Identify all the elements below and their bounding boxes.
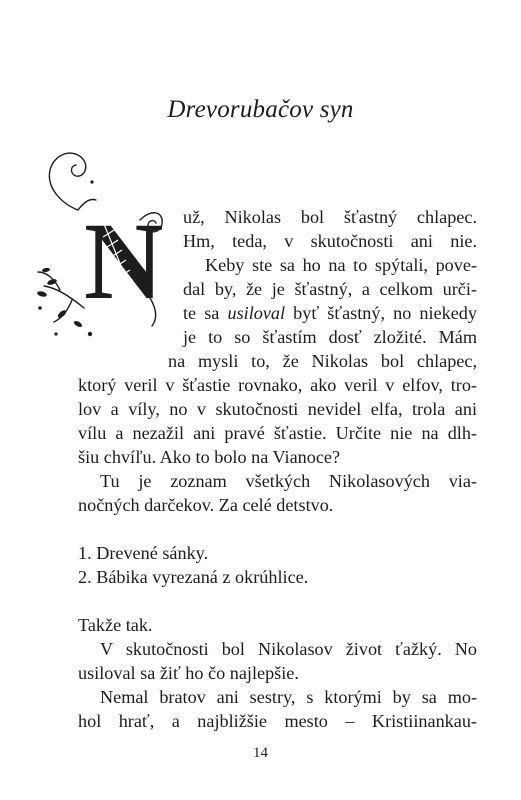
text-line: už, Nikolas bol šťastný chlapec. [183,207,477,227]
text-line: je to so šťastím dosť zložité. Mám [183,327,477,347]
text-line: lov a víly, no v skutočnosti nevidel elfa, trola ani [78,399,477,419]
text-line: Hm, teda, v skutočnosti ani nie. [183,231,477,251]
text-line: Takže tak. [78,615,153,635]
text-line: vílu a nezažil ani pravé šťastie. Určite nie na dlh- [78,423,477,443]
text-line: hol hrať, a najbližšie mesto – Kristiinankau- [78,711,477,731]
text-line: dal by, že je šťastný, a celkom urči- [183,279,477,299]
drop-cap-letter: N [84,200,164,322]
text-line: ktorý veril v šťastie rovnako, ako veril v elfov, tro- [78,375,477,395]
text-line: Tu je zoznam všetkých Nikolasových via- [100,471,477,491]
drop-cap-ornament [32,138,172,338]
list-item: 2. Bábika vyrezaná z okrúhlice. [78,567,309,587]
emphasis: usiloval [227,303,286,323]
text-line: nočných darčekov. Za celé detstvo. [78,495,334,515]
text-line: na mysli to, že Nikolas bol chlapec, [168,351,477,371]
text-line: Nemal bratov ani sestry, s ktorými by sa mo- [100,687,477,707]
text-line: Keby ste sa ho na to spýtali, pove- [205,255,477,275]
text-line: te sa usiloval byť šťastný, no niekedy [183,303,477,323]
text-line: V skutočnosti bol Nikolasov život ťažký. No [100,639,477,659]
page-number: 14 [253,745,268,761]
chapter-title: Drevorubačov syn [167,96,354,123]
text-line: usiloval sa žiť ho čo najlepšie. [78,663,299,683]
list-item: 1. Drevené sánky. [78,543,209,563]
text-line: šiu chvíľu. Ako to bolo na Vianoce? [78,447,341,467]
